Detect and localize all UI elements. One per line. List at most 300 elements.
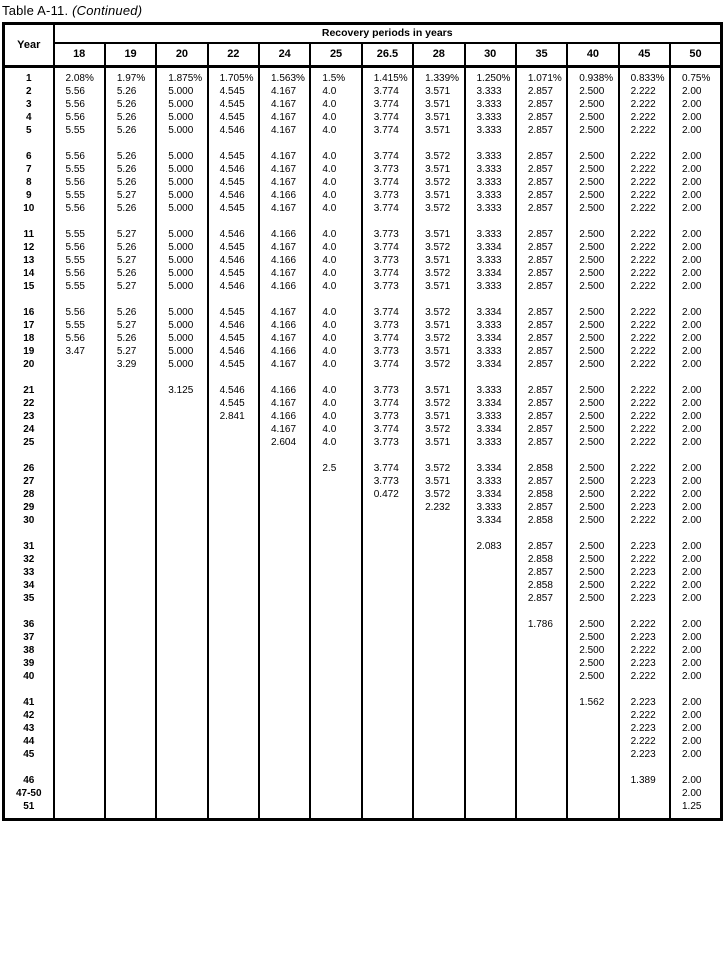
empty-cell xyxy=(413,683,464,696)
value-cell: 3.571 xyxy=(413,124,464,137)
empty-cell xyxy=(619,215,670,228)
value-cell: 3.773 xyxy=(362,475,413,488)
value-cell xyxy=(259,475,310,488)
value-cell: 5.56 xyxy=(54,111,105,124)
year-cell: 26 xyxy=(4,462,54,475)
value-cell xyxy=(259,566,310,579)
value-cell: 3.774 xyxy=(362,462,413,475)
empty-cell xyxy=(208,215,259,228)
value-cell xyxy=(516,748,567,761)
table-row xyxy=(4,501,722,514)
empty-cell xyxy=(670,605,722,618)
value-cell: 2.857 xyxy=(516,332,567,345)
value-cell: 4.0 xyxy=(310,111,361,124)
value-cell xyxy=(208,800,259,813)
value-cell: 4.546 xyxy=(208,189,259,202)
value-cell: 3.774 xyxy=(362,397,413,410)
year-cell: 39 xyxy=(4,657,54,670)
value-cell: 5.55 xyxy=(54,228,105,241)
value-cell xyxy=(362,735,413,748)
table-row xyxy=(4,436,722,449)
value-cell: 3.572 xyxy=(413,423,464,436)
empty-cell xyxy=(54,813,105,820)
value-cell: 2.500 xyxy=(567,319,618,332)
value-cell: 4.545 xyxy=(208,202,259,215)
year-cell: 51 xyxy=(4,800,54,813)
value-cell xyxy=(310,735,361,748)
value-cell xyxy=(105,397,156,410)
value-cell xyxy=(54,540,105,553)
table-row xyxy=(4,670,722,683)
value-cell xyxy=(156,579,207,592)
value-cell: 5.000 xyxy=(156,150,207,163)
value-cell: 2.857 xyxy=(516,306,567,319)
value-cell: 3.333 xyxy=(465,475,516,488)
value-cell xyxy=(105,488,156,501)
empty-cell xyxy=(465,449,516,462)
value-cell: 2.857 xyxy=(516,358,567,371)
value-cell: 2.00 xyxy=(670,241,722,254)
value-cell xyxy=(310,709,361,722)
value-cell: 5.55 xyxy=(54,280,105,293)
value-cell: 4.166 xyxy=(259,189,310,202)
year-cell: 19 xyxy=(4,345,54,358)
value-cell xyxy=(156,787,207,800)
value-cell xyxy=(413,735,464,748)
value-cell xyxy=(156,800,207,813)
value-cell: 3.773 xyxy=(362,163,413,176)
group-separator-row xyxy=(4,371,722,384)
value-cell: 4.545 xyxy=(208,306,259,319)
value-cell xyxy=(465,592,516,605)
year-cell: 41 xyxy=(4,696,54,709)
value-cell: 4.167 xyxy=(259,267,310,280)
value-cell: 5.55 xyxy=(54,124,105,137)
value-cell: 4.0 xyxy=(310,150,361,163)
table-row xyxy=(4,618,722,631)
value-cell xyxy=(208,423,259,436)
value-cell: 3.774 xyxy=(362,150,413,163)
value-cell: 0.938% xyxy=(567,72,618,85)
empty-year-cell xyxy=(4,761,54,774)
value-cell: 4.545 xyxy=(208,150,259,163)
value-cell xyxy=(54,657,105,670)
year-cell: 24 xyxy=(4,423,54,436)
empty-cell xyxy=(516,293,567,306)
value-cell: 3.773 xyxy=(362,228,413,241)
value-cell: 2.500 xyxy=(567,241,618,254)
value-cell xyxy=(105,787,156,800)
value-cell: 4.0 xyxy=(310,241,361,254)
value-cell xyxy=(105,644,156,657)
value-cell xyxy=(105,592,156,605)
value-cell: 2.500 xyxy=(567,111,618,124)
empty-year-cell xyxy=(4,527,54,540)
value-cell xyxy=(362,774,413,787)
empty-cell xyxy=(156,215,207,228)
value-cell: 2.841 xyxy=(208,410,259,423)
value-cell xyxy=(156,540,207,553)
value-cell: 2.857 xyxy=(516,475,567,488)
value-cell xyxy=(465,735,516,748)
empty-cell xyxy=(465,137,516,150)
table-row xyxy=(4,358,722,371)
empty-cell xyxy=(105,293,156,306)
empty-cell xyxy=(208,605,259,618)
value-cell xyxy=(54,709,105,722)
empty-cell xyxy=(259,761,310,774)
value-cell xyxy=(516,774,567,787)
value-cell xyxy=(54,501,105,514)
value-cell xyxy=(156,592,207,605)
value-cell xyxy=(465,631,516,644)
value-cell: 2.857 xyxy=(516,267,567,280)
value-cell: 5.26 xyxy=(105,98,156,111)
value-cell: 1.389 xyxy=(619,774,670,787)
value-cell: 2.00 xyxy=(670,345,722,358)
value-cell: 2.5 xyxy=(310,462,361,475)
year-cell: 15 xyxy=(4,280,54,293)
empty-cell xyxy=(413,371,464,384)
value-cell: 2.00 xyxy=(670,501,722,514)
value-cell: 2.857 xyxy=(516,436,567,449)
year-cell: 47-50 xyxy=(4,787,54,800)
value-cell xyxy=(54,514,105,527)
value-cell xyxy=(54,774,105,787)
value-cell xyxy=(54,800,105,813)
value-cell xyxy=(567,722,618,735)
table-row xyxy=(4,228,722,241)
table-row xyxy=(4,202,722,215)
value-cell xyxy=(567,709,618,722)
value-cell: 2.00 xyxy=(670,488,722,501)
empty-cell xyxy=(310,605,361,618)
table-row xyxy=(4,332,722,345)
empty-cell xyxy=(156,293,207,306)
value-cell: 2.857 xyxy=(516,150,567,163)
value-cell xyxy=(465,774,516,787)
value-cell: 5.000 xyxy=(156,189,207,202)
value-cell xyxy=(310,800,361,813)
empty-cell xyxy=(259,605,310,618)
value-cell xyxy=(362,618,413,631)
value-cell xyxy=(310,774,361,787)
value-cell xyxy=(54,358,105,371)
value-cell xyxy=(310,657,361,670)
value-cell: 0.75% xyxy=(670,72,722,85)
value-cell xyxy=(259,800,310,813)
value-cell: 2.00 xyxy=(670,163,722,176)
value-cell: 3.773 xyxy=(362,345,413,358)
empty-cell xyxy=(259,371,310,384)
value-cell xyxy=(54,787,105,800)
table-row xyxy=(4,657,722,670)
value-cell: 2.00 xyxy=(670,228,722,241)
value-cell xyxy=(567,774,618,787)
value-cell xyxy=(259,618,310,631)
value-cell xyxy=(619,787,670,800)
year-cell: 18 xyxy=(4,332,54,345)
value-cell: 4.545 xyxy=(208,241,259,254)
value-cell xyxy=(105,696,156,709)
value-cell xyxy=(208,566,259,579)
value-cell: 2.222 xyxy=(619,618,670,631)
value-cell: 5.26 xyxy=(105,124,156,137)
value-cell xyxy=(413,774,464,787)
value-cell xyxy=(259,488,310,501)
value-cell: 2.857 xyxy=(516,163,567,176)
value-cell xyxy=(208,488,259,501)
table-row xyxy=(4,72,722,85)
value-cell: 2.00 xyxy=(670,462,722,475)
value-cell: 5.000 xyxy=(156,319,207,332)
value-cell xyxy=(362,566,413,579)
value-cell xyxy=(310,514,361,527)
value-cell: 4.166 xyxy=(259,319,310,332)
value-cell: 2.500 xyxy=(567,540,618,553)
value-cell xyxy=(156,397,207,410)
value-cell: 3.334 xyxy=(465,514,516,527)
value-cell: 4.546 xyxy=(208,384,259,397)
empty-cell xyxy=(208,137,259,150)
table-row xyxy=(4,85,722,98)
value-cell xyxy=(105,579,156,592)
value-cell: 2.222 xyxy=(619,579,670,592)
table-row xyxy=(4,267,722,280)
empty-cell xyxy=(567,761,618,774)
depreciation-table xyxy=(2,22,723,821)
value-cell xyxy=(156,774,207,787)
value-cell xyxy=(208,644,259,657)
value-cell: 4.0 xyxy=(310,280,361,293)
value-cell xyxy=(619,800,670,813)
value-cell xyxy=(567,787,618,800)
empty-cell xyxy=(670,137,722,150)
value-cell: 4.167 xyxy=(259,332,310,345)
value-cell: 2.223 xyxy=(619,657,670,670)
value-cell: 1.786 xyxy=(516,618,567,631)
value-cell xyxy=(208,709,259,722)
year-cell: 12 xyxy=(4,241,54,254)
value-cell: 2.857 xyxy=(516,540,567,553)
empty-cell xyxy=(208,813,259,820)
value-cell xyxy=(105,800,156,813)
value-cell: 3.773 xyxy=(362,319,413,332)
empty-cell xyxy=(259,215,310,228)
value-cell xyxy=(362,800,413,813)
value-cell: 2.500 xyxy=(567,670,618,683)
empty-cell xyxy=(670,449,722,462)
empty-year-cell xyxy=(4,605,54,618)
value-cell: 3.334 xyxy=(465,358,516,371)
value-cell xyxy=(54,410,105,423)
value-cell: 4.0 xyxy=(310,423,361,436)
value-cell: 2.500 xyxy=(567,631,618,644)
table-row xyxy=(4,488,722,501)
value-cell: 2.00 xyxy=(670,618,722,631)
empty-cell xyxy=(619,449,670,462)
empty-cell xyxy=(310,215,361,228)
empty-cell xyxy=(465,605,516,618)
value-cell: 1.875% xyxy=(156,72,207,85)
empty-cell xyxy=(310,449,361,462)
value-cell xyxy=(310,696,361,709)
value-cell: 2.222 xyxy=(619,423,670,436)
value-cell: 4.167 xyxy=(259,124,310,137)
year-cell: 42 xyxy=(4,709,54,722)
value-cell: 4.546 xyxy=(208,319,259,332)
value-cell: 2.00 xyxy=(670,514,722,527)
empty-cell xyxy=(208,371,259,384)
table-row xyxy=(4,241,722,254)
value-cell: 3.571 xyxy=(413,189,464,202)
year-cell: 37 xyxy=(4,631,54,644)
value-cell: 2.222 xyxy=(619,345,670,358)
table-row xyxy=(4,150,722,163)
value-cell xyxy=(259,657,310,670)
year-cell: 22 xyxy=(4,397,54,410)
table-body xyxy=(4,67,722,820)
value-cell: 5.000 xyxy=(156,98,207,111)
value-cell xyxy=(362,592,413,605)
value-cell xyxy=(54,592,105,605)
empty-cell xyxy=(362,527,413,540)
empty-cell xyxy=(567,137,618,150)
empty-cell xyxy=(362,215,413,228)
value-cell xyxy=(54,436,105,449)
value-cell: 2.500 xyxy=(567,501,618,514)
column-header-25: 25 xyxy=(310,43,361,67)
value-cell xyxy=(105,657,156,670)
value-cell: 1.250% xyxy=(465,72,516,85)
value-cell xyxy=(465,657,516,670)
value-cell xyxy=(259,696,310,709)
value-cell xyxy=(413,631,464,644)
value-cell xyxy=(310,722,361,735)
value-cell: 2.500 xyxy=(567,566,618,579)
value-cell xyxy=(465,670,516,683)
empty-cell xyxy=(105,761,156,774)
value-cell: 2.00 xyxy=(670,254,722,267)
value-cell: 2.00 xyxy=(670,774,722,787)
empty-cell xyxy=(413,761,464,774)
value-cell: 2.00 xyxy=(670,358,722,371)
group-separator-row xyxy=(4,683,722,696)
value-cell: 4.167 xyxy=(259,241,310,254)
value-cell: 1.415% xyxy=(362,72,413,85)
value-cell: 2.857 xyxy=(516,176,567,189)
year-cell: 35 xyxy=(4,592,54,605)
value-cell xyxy=(465,579,516,592)
value-cell xyxy=(156,475,207,488)
span-header-row xyxy=(4,24,722,43)
value-cell xyxy=(208,462,259,475)
value-cell xyxy=(54,618,105,631)
value-cell: 3.571 xyxy=(413,98,464,111)
value-cell: 2.00 xyxy=(670,540,722,553)
value-cell: 1.071% xyxy=(516,72,567,85)
value-cell: 5.26 xyxy=(105,267,156,280)
value-cell xyxy=(208,579,259,592)
value-cell xyxy=(413,709,464,722)
table-row xyxy=(4,514,722,527)
empty-cell xyxy=(465,371,516,384)
value-cell: 3.773 xyxy=(362,189,413,202)
value-cell: 4.545 xyxy=(208,397,259,410)
value-cell: 2.500 xyxy=(567,280,618,293)
column-header-30: 30 xyxy=(465,43,516,67)
value-cell: 2.500 xyxy=(567,488,618,501)
value-cell xyxy=(156,423,207,436)
value-cell: 2.500 xyxy=(567,254,618,267)
empty-cell xyxy=(156,527,207,540)
value-cell xyxy=(413,787,464,800)
value-cell: 2.858 xyxy=(516,579,567,592)
empty-cell xyxy=(259,527,310,540)
value-cell xyxy=(156,631,207,644)
value-cell: 2.00 xyxy=(670,670,722,683)
value-cell: 3.334 xyxy=(465,488,516,501)
year-cell: 43 xyxy=(4,722,54,735)
value-cell xyxy=(105,423,156,436)
value-cell: 2.857 xyxy=(516,202,567,215)
group-separator-row xyxy=(4,215,722,228)
value-cell: 5.000 xyxy=(156,358,207,371)
value-cell: 5.27 xyxy=(105,345,156,358)
value-cell: 3.333 xyxy=(465,319,516,332)
empty-cell xyxy=(208,683,259,696)
value-cell: 2.00 xyxy=(670,748,722,761)
value-cell: 4.166 xyxy=(259,228,310,241)
value-cell: 2.00 xyxy=(670,124,722,137)
value-cell xyxy=(54,397,105,410)
value-cell: 2.500 xyxy=(567,85,618,98)
value-cell xyxy=(362,787,413,800)
table-row xyxy=(4,800,722,813)
value-cell: 2.500 xyxy=(567,267,618,280)
value-cell: 2.222 xyxy=(619,306,670,319)
value-cell: 2.222 xyxy=(619,124,670,137)
empty-cell xyxy=(516,449,567,462)
value-cell: 5.000 xyxy=(156,306,207,319)
empty-cell xyxy=(105,605,156,618)
continued-label: (Continued) xyxy=(72,3,143,18)
value-cell: 2.00 xyxy=(670,722,722,735)
value-cell: 3.774 xyxy=(362,111,413,124)
value-cell xyxy=(208,696,259,709)
empty-year-cell xyxy=(4,371,54,384)
value-cell xyxy=(413,566,464,579)
year-cell: 33 xyxy=(4,566,54,579)
empty-cell xyxy=(516,683,567,696)
value-cell: 3.572 xyxy=(413,358,464,371)
empty-cell xyxy=(413,605,464,618)
value-cell: 2.222 xyxy=(619,163,670,176)
value-cell: 3.333 xyxy=(465,163,516,176)
empty-cell xyxy=(465,293,516,306)
value-cell: 5.000 xyxy=(156,176,207,189)
value-cell: 3.333 xyxy=(465,124,516,137)
empty-cell xyxy=(362,449,413,462)
value-cell xyxy=(413,670,464,683)
value-cell: 2.857 xyxy=(516,345,567,358)
value-cell: 5.56 xyxy=(54,176,105,189)
empty-cell xyxy=(465,683,516,696)
column-header-row xyxy=(4,43,722,67)
value-cell xyxy=(156,735,207,748)
value-cell xyxy=(259,540,310,553)
value-cell: 2.223 xyxy=(619,566,670,579)
